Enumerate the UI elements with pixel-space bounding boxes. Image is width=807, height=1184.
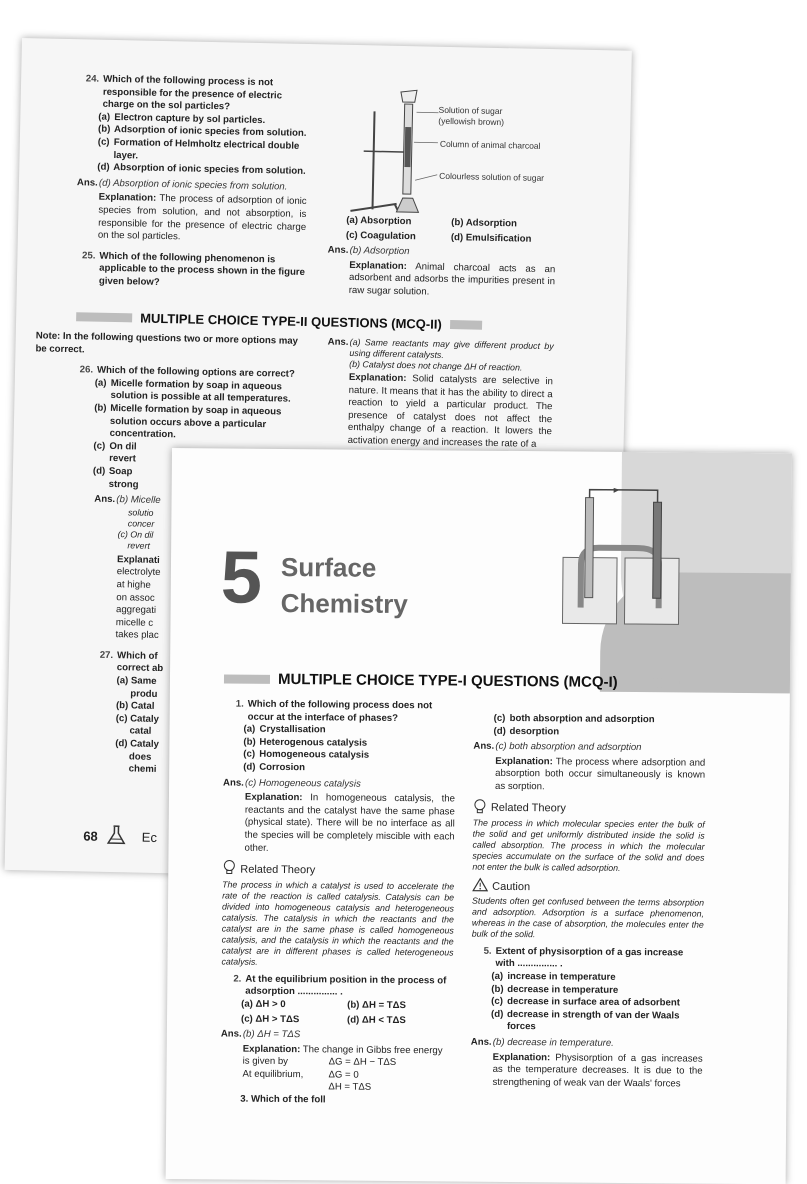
electrolysis-beakers-icon [558,487,689,628]
caution-box: Caution Students often get confused between the terms absorption and adsorption. Adsorption is a surface phenomenon, whereas in the case of absorption, the molecules enter the bulk of the solid. [472,878,705,942]
beaker-illustration [558,487,689,628]
mcq-i-heading: MULTIPLE CHOICE TYPE-I QUESTIONS (MCQ-I) [224,670,724,691]
option-a: Electron capture by sol particles. [114,112,265,128]
answer-26: Ans. (a) Same reactants may give different product by using different catalysts. (b) Catalyst does not change ΔH of reaction. Explanation: Solid catalysts are selective in nature. It means that it has the ability to direct a reaction to yield a particular product. The presence of catalyst does not affect the enthalpy change of a reaction. It lowers the activation energy and increases the rate of a [326,336,554,451]
page-footer: 68 Ec [83,823,157,850]
lightbulb-icon [473,798,487,818]
explanation-24: Explanation: The process of adsorption of ionic species from solution, and not absorption, is responsible for the presence of electric charge on the sol particles. [98,192,307,247]
question-5: 5. Extent of physisorption of a gas increase with ............... . [471,945,703,972]
warning-icon [472,878,488,896]
related-theory-2: Related Theory The process in which molecular species enter the bulk of the solid and get uniformly distributed inside the solid is called absorption. The process in which the molecular species accumulate on the surface of the solid and does not enter the bulk is called adsorption. [472,798,705,875]
related-theory-1: Related Theory The process in which a catalyst is used to accelerate the rate of the reaction is called catalysis. Catalysis can be divided into homogeneous catalysis and heterogeneous catalysis. The catalysis in which the reactants and the catalyst are in the same phase is called homogeneous catalysis, and the catalysis in which the reactants and the catalyst are in different phases is called heterogeneous catalysis. [221,860,454,970]
front-left-column: 1. Which of the following process does not occur at the interface of phases? (a) Crystallisation (b) Heterogenous catalysis (c) Homogeneous catalysis (d) Corrosion Ans. (c) Homogeneous catalysis Explanation: In homogeneous catalysis, the reactants and the catalyst have the same phase (physical state). There will be no interface as all the species will be completely miscible with each other. Related Theory The process in which a catalyst is used to accelerate the rate of the reaction is called catalysis. Catalysis can be divided into homogeneous catalysis and heterogeneous catalysis. The catalysis in which the reactants and the catalyst are in the same phase is called homogeneous catalysis, and the catalysis in which the reactants and the catalyst are in different phases is called heterogeneous catalysis. 2. At the equilibrium position in the process of adsorption ............... . (a) ΔH > 0 (b) ΔH = TΔS (c) ΔH > TΔS (d) ΔH < TΔS Ans. (b) ΔH = TΔS Explanation: The change in Gibbs free energy is given by ΔG = ΔH − TΔS At equilibrium, ΔG = 0 ΔH = TΔS 3. Which of the foll [220,698,456,1108]
figure-label-colourless: Colourless solution of sugar [439,171,544,183]
page-number: 68 [83,828,98,843]
chapter-number: 5 [221,534,263,619]
adsorption-apparatus-figure [336,71,579,226]
question-2: 2. At the equilibrium position in the process of adsorption ............... . [221,973,453,1000]
question-24-text: Which of the following process is not responsible for the presence of electric charge on the sol particles? [102,74,309,116]
front-page [166,448,792,1184]
question-24: 24. Which of the following process is not responsible for the presence of electric charge on the sol particles? (a) Electron capture by sol particles. (b) Adsorption of ionic species from solution. (c) Formation of Helmholtz electrical double layer. (d) Absorption of ionic species from solution. Ans. (d) Absorption of ionic species from solution. Explanation: The process of adsorption of ionic species from solution, and not absorption, is responsible for the presence of electric charge on the sol particles. 25. Which of the following phenomenon is applicable to the process shown in the figure given below? [75,73,309,292]
question-25: 25. Which of the following phenomenon is applicable to the process shown in the figure given below? [75,250,306,293]
question-1: 1. Which of the following process does not occur at the interface of phases? [224,698,456,725]
figure-label-solution: Solution of sugar (yellowish brown) [438,105,504,128]
lab-flask-icon [106,824,129,849]
mcq-ii-heading: MULTIPLE CHOICE TYPE-II QUESTIONS (MCQ-II) [76,309,556,334]
figure-label-column: Column of animal charcoal [440,139,541,151]
front-right-column: (c) both absorption and adsorption (d) desorption Ans. (c) both absorption and adsorption Explanation: The process where adsorption and absorption both occur simultaneously is known as sorption. Related Theory The process in which molecular species enter the bulk of the solid and get uniformly distributed inside the solid is called absorption. The process in which the molecular species accumulate on the surface of the solid and does not enter the bulk is called adsorption. Caution Students often get confused between the terms absorption and adsorption. Adsorption is a surface phenomenon, whereas in the case of absorption, the molecules enter the bulk of the solid. 5. Extent of physisorption of a gas increase with ............... . (a) increase in temperature (b) decrease in temperature (c) decrease in surface area of adsorbent (d) decrease in strength of van der Waals forces Ans. (b) decrease in temperature. Explanation: Physisorption of a gas increases as the temperature decreases. It is due to the strengthening of weak van der Waals' forces [470,713,705,1091]
question-25-answer-block: (a) Absorption (b) Adsorption (c) Coagulation (d) Emulsification Ans. (b) Adsorption Explanation: Animal charcoal acts as an adsorbent and adsorbs the impurities present in raw sugar solution. [327,214,557,301]
option-c: Formation of Helmholtz electrical double layer. [113,137,307,166]
option-d: Absorption of ionic species from solution. [113,162,306,179]
question-3: 3. Which of the foll [240,1094,452,1108]
chapter-title: Surface Chemistry [280,549,408,622]
option-b: Adsorption of ionic species from solution. [114,124,307,141]
question-26: Note: In the following questions two or more options may be correct. 26. Which of the following options are correct? (a) Micelle formation by soap in aqueous solution is possible at all temperatures. (b) Micelle formation by soap in aqueous solution occurs above a particular concentration. (c) On dil revert (d) Soap strong Ans. (b) Micelle solutio concer (c) On dil revert Explanati electrolyte at highe on assoc aggregati micelle c takes plac 27. Which of correct ab (a) Same produ (b) Catal (c) Cataly catal (d) Cataly does chemi [27,330,308,779]
note: Note: In the following questions two or more options may be correct. [35,330,307,361]
lightbulb-icon [222,860,236,880]
answer-24: Ans. (d) Absorption of ionic species from solution. [77,177,307,194]
